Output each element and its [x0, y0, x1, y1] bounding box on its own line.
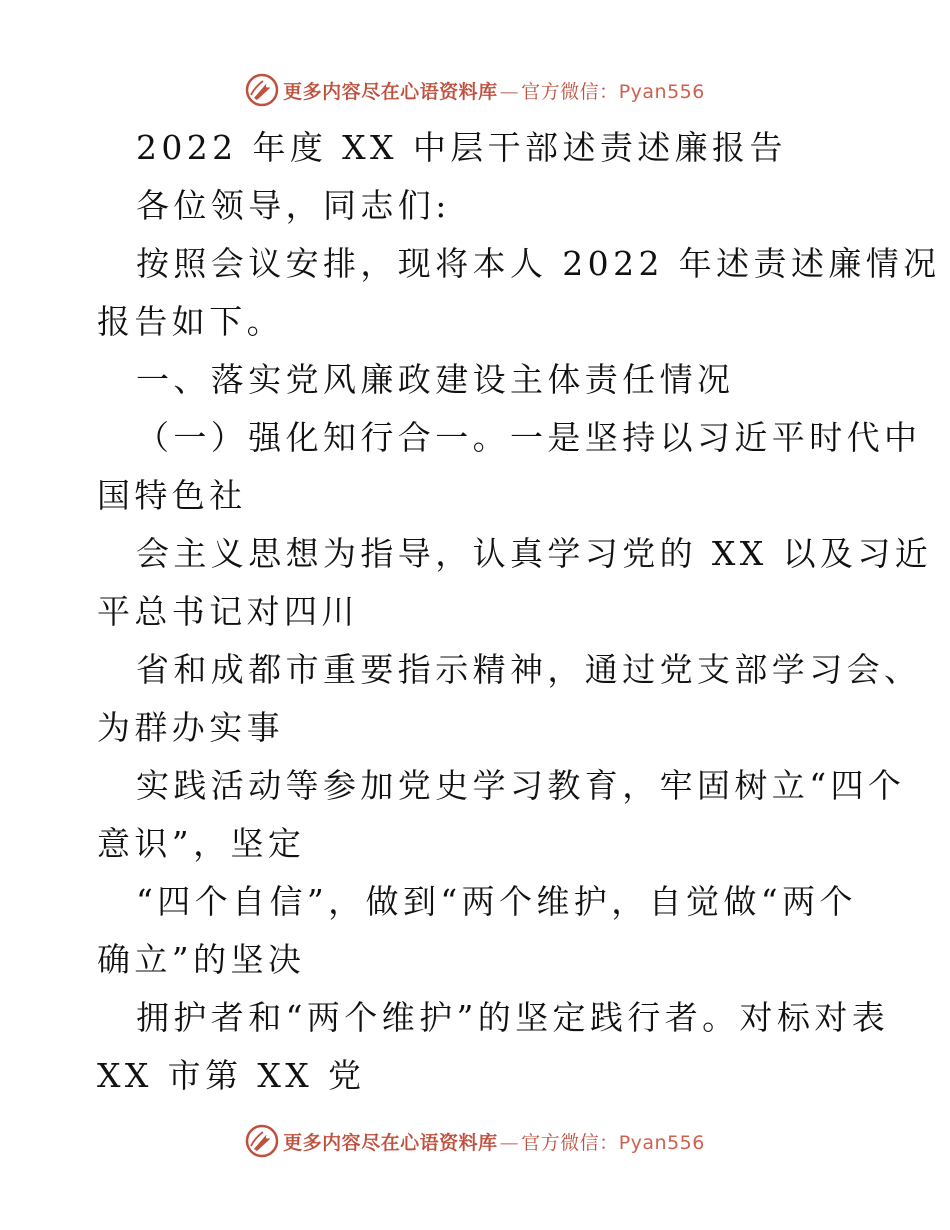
promo-text: 更多内容尽在心语资料库 [283, 1131, 498, 1154]
banner-separator: — [499, 80, 520, 103]
paragraph-line: 意识”，坚定 [97, 824, 306, 863]
section-heading: 一、落实党风廉政建设主体责任情况 [136, 360, 735, 399]
wechat-label: 官方微信： [521, 1131, 619, 1154]
promo-text: 更多内容尽在心语资料库 [283, 80, 498, 103]
paragraph-line: （一）强化知行合一。一是坚持以习近平时代中 [136, 418, 922, 457]
paragraph-line: 平总书记对四川 [97, 592, 359, 631]
paragraph-line: XX 市第 XX 党 [97, 1056, 366, 1095]
paragraph-line: “四个自信”，做到“两个维护，自觉做“两个 [136, 882, 857, 921]
paragraph-line: 确立”的坚决 [97, 940, 306, 979]
header-banner [0, 70, 950, 110]
paragraph-line: 国特色社 [97, 476, 247, 515]
promo-banner-text [283, 77, 705, 104]
paragraph-line: 省和成都市重要指示精神，通过党支部学习会、 [136, 650, 922, 689]
salutation: 各位领导，同志们: [136, 186, 451, 225]
paragraph-line: 会主义思想为指导，认真学习党的 XX 以及习近 [136, 534, 933, 573]
paragraph-line: 拥护者和“两个维护”的坚定践行者。对标对表 [136, 998, 890, 1037]
paragraph-line: 按照会议安排，现将本人 2022 年述责述廉情况 [136, 244, 941, 283]
pen-nib-logo-icon [245, 1124, 279, 1158]
footer-banner [0, 1121, 950, 1161]
paragraph-line: 为群办实事 [97, 708, 284, 747]
pen-nib-logo-icon [245, 73, 279, 107]
document-title: 2022 年度 XX 中层干部述责述廉报告 [136, 128, 787, 167]
wechat-label: 官方微信： [521, 80, 619, 103]
wechat-id: Pyan556 [618, 1131, 705, 1154]
banner-separator: — [499, 1131, 520, 1154]
wechat-id: Pyan556 [618, 80, 705, 103]
paragraph-line: 报告如下。 [97, 302, 284, 341]
promo-banner-text [283, 1128, 705, 1155]
paragraph-line: 实践活动等参加党史学习教育，牢固树立“四个 [136, 766, 906, 805]
